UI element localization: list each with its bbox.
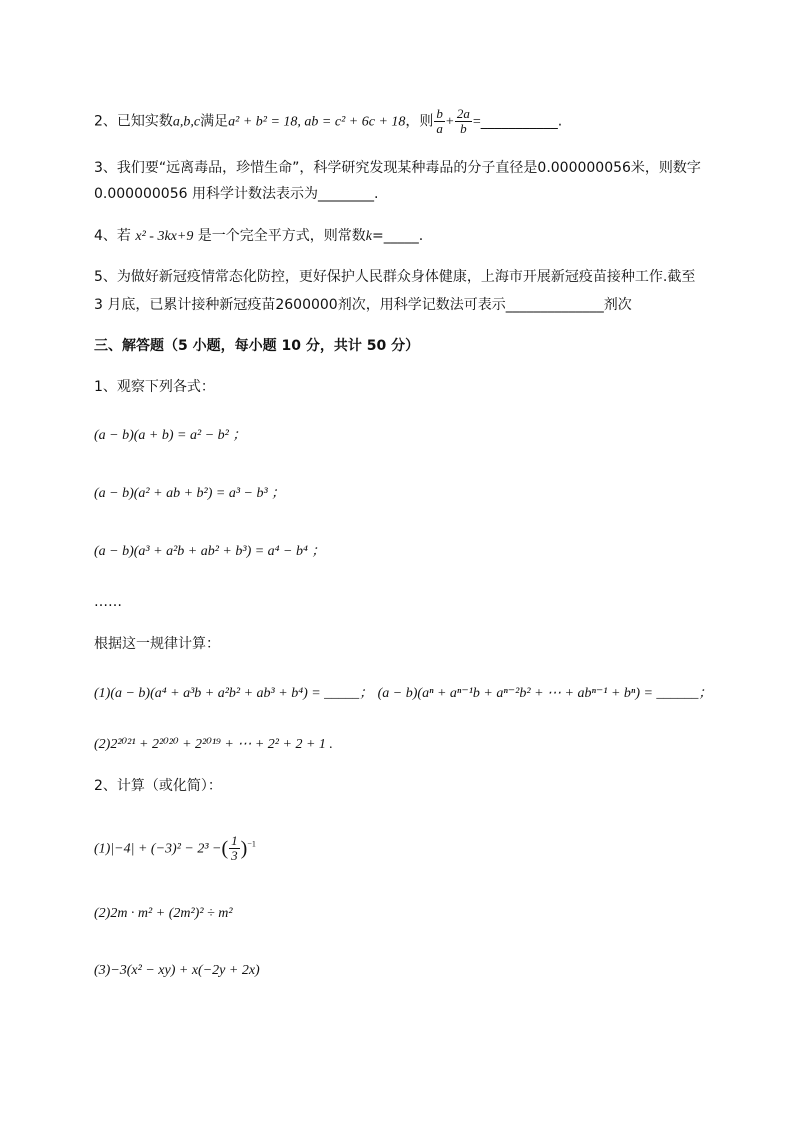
problem-2-fraction: $\frac{1}{3}$: [231, 833, 238, 863]
q4-suffix: 是一个完全平方式，则常数: [197, 228, 366, 244]
q2-fraction-2: $\frac{2a}{b}$: [456, 106, 470, 136]
problem-1-eq-2: (a − b)(a² + ab + b²) = a³ − b³ ；: [94, 486, 286, 501]
q4-var: k: [365, 229, 372, 244]
q2-equals: =: [472, 114, 481, 130]
problem-2-part-1-expr: (1)|−4| + (−3)² − 2³ −: [94, 841, 222, 857]
q2-blank: ___________.: [480, 113, 563, 130]
question-3-line-1: 3、我们要“远离毒品，珍惜生命”，科学研究发现某种毒品的分子直径是0.000000056米，则数字: [94, 160, 701, 176]
problem-1-intro: 1、观察下列各式：: [94, 379, 215, 395]
q2-fraction-1: $\frac{b}{a}$: [436, 106, 443, 136]
problem-1-part-1b: (a − b)(aⁿ + aⁿ⁻¹b + aⁿ⁻²b² + ⋯ + abⁿ⁻¹ + bⁿ) = ______；: [377, 686, 713, 701]
question-5-line-1: 5、为做好新冠疫情常态化防控，更好保护人民群众身体健康，上海市开展新冠疫苗接种工作.截至: [94, 269, 696, 285]
problem-1-eq-1: (a − b)(a + b) = a² − b² ；: [94, 428, 247, 443]
q4-blank: =_____.: [372, 228, 424, 244]
problem-1-part-1: [94, 683, 712, 704]
question-2: [94, 107, 562, 136]
problem-2-part-3: (3)−3(x² − xy) + x(−2y + 2x): [94, 963, 260, 978]
q2-mid: 满足: [200, 113, 229, 130]
problem-1-rule: 根据这一规律计算：: [94, 636, 220, 652]
q2-then: ，则: [405, 113, 434, 130]
question-3-line-2: 0.000000056 用科学计数法表示为________.: [94, 186, 379, 202]
q2-condition: a² + b² = 18, ab = c² + 6c + 18: [228, 114, 406, 130]
q4-prefix: 4、若: [94, 228, 131, 244]
q4-expression: x² - 3kx+9: [135, 229, 194, 244]
question-4: [94, 226, 423, 247]
problem-1-dots: ……: [94, 594, 122, 610]
problem-2-paren-close: ): [240, 837, 248, 860]
problem-2-part-1: [94, 834, 256, 863]
problem-2-exponent: −1: [247, 839, 256, 849]
problem-1-part-1a: (1)(a − b)(a⁴ + a³b + a²b² + ab³ + b⁴) = _____；: [94, 686, 374, 701]
problem-1-eq-3: (a − b)(a³ + a²b + ab² + b³) = a⁴ − b⁴ ；: [94, 544, 326, 559]
q2-prefix: 2、已知实数: [94, 113, 173, 130]
q2-vars: a,b,c: [172, 114, 201, 130]
section-3-title: 三、解答题（5 小题，每小题 10 分，共计 50 分）: [94, 338, 420, 354]
question-5-line-2: 3 月底，已累计接种新冠疫苗2600000剂次，用科学记数法可表示______________剂次: [94, 297, 632, 313]
problem-1-part-2: (2)2²⁰²¹ + 2²⁰²⁰ + 2²⁰¹⁹ + ⋯ + 2² + 2 + 1 .: [94, 737, 333, 752]
q2-plus: +: [445, 114, 454, 130]
problem-2-part-2: (2)2m · m² + (2m²)² ÷ m²: [94, 906, 233, 921]
problem-2-paren-open: (: [221, 837, 229, 860]
problem-2-intro: 2、计算（或化简）：: [94, 778, 222, 794]
